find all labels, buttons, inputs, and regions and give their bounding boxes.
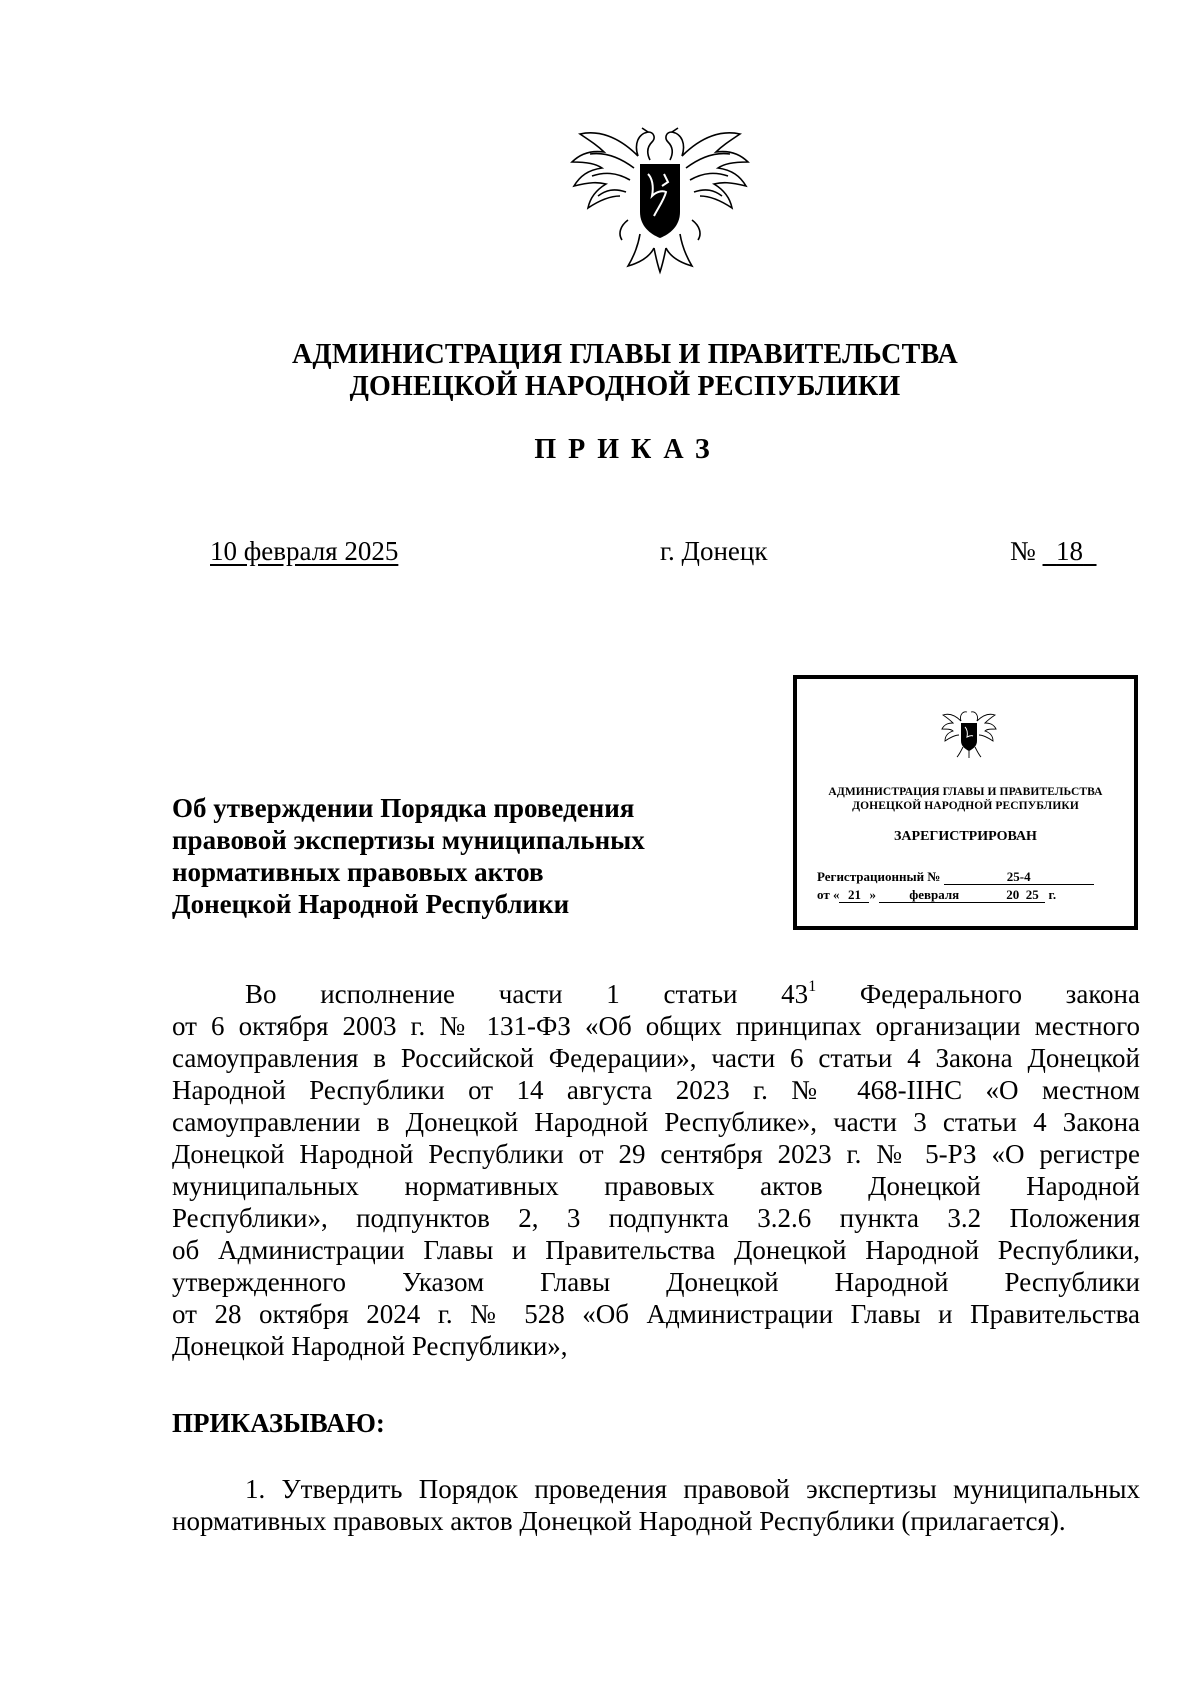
preamble-line: утвержденного Указом Главы Донецкой Народной Республики — [172, 1267, 1140, 1297]
number-value: 18 — [1056, 536, 1084, 566]
preamble-paragraph — [172, 978, 1140, 1362]
stamp-org-line-1: АДМИНИСТРАЦИЯ ГЛАВЫ И ПРАВИТЕЛЬСТВА — [828, 786, 1103, 798]
organization-name-line-2: ДОНЕЦКОЙ НАРОДНОЙ РЕСПУБЛИКИ — [349, 371, 901, 402]
preamble-line: об Администрации Главы и Правительства Донецкой Народной Республики, — [172, 1235, 1140, 1265]
stamp-month: февраля — [879, 888, 989, 903]
registration-stamp — [793, 675, 1138, 930]
superscript: 1 — [808, 978, 817, 995]
stamp-year: 25 — [1019, 888, 1045, 903]
document-date: 10 февраля 2025 — [210, 536, 399, 566]
subject-line: правовой экспертизы муниципальных — [172, 825, 645, 855]
document-city: г. Донецк — [660, 536, 768, 566]
preamble-line: Республики», подпунктов 2, 3 подпункта 3.2.6 пункта 3.2 Положения — [172, 1203, 1140, 1233]
preamble-line: Донецкой Народной Республики», — [172, 1331, 568, 1361]
document-subject — [172, 792, 692, 920]
stamp-org-line-2: ДОНЕЦКОЙ НАРОДНОЙ РЕСПУБЛИКИ — [852, 800, 1079, 812]
preamble-text-a: Во исполнение части 1 статьи 43 — [245, 979, 809, 1009]
preamble-line: Донецкой Народной Республики от 29 сентября 2023 г. № 5-РЗ «О регистре — [172, 1139, 1140, 1169]
stamp-year-prefix: 20 — [989, 888, 1019, 903]
stamp-reg-number: 25-4 — [944, 870, 1094, 885]
preamble-line: от 6 октября 2003 г. № 131-ФЗ «Об общих принципах организации местного — [172, 1011, 1140, 1041]
stamp-date-mid: » — [869, 887, 876, 902]
stamp-registration-date-line — [817, 887, 1056, 903]
stamp-year-suffix: г. — [1048, 887, 1057, 902]
preamble-line — [172, 978, 1140, 1010]
document-number — [1010, 535, 1097, 567]
number-label: № — [1010, 536, 1036, 566]
preamble-line: самоуправлении в Донецкой Народной Республике», части 3 статьи 4 Закона — [172, 1107, 1140, 1137]
preamble-line: от 28 октября 2024 г. № 528 «Об Администрации Главы и Правительства — [172, 1299, 1140, 1329]
preamble-text-b: Федерального закона — [816, 979, 1140, 1009]
number-value-underline — [1043, 536, 1097, 566]
preamble-line: самоуправления в Российской Федерации», части 6 статьи 4 Закона Донецкой — [172, 1043, 1140, 1073]
stamp-registration-number-line — [817, 869, 1094, 885]
item-line: 1. Утвердить Порядок проведения правовой экспертизы муниципальных — [245, 1474, 1140, 1504]
preamble-line: Народной Республики от 14 августа 2023 г. № 468-IIНС «О местном — [172, 1075, 1140, 1105]
stamp-day: 21 — [839, 888, 869, 903]
document-type: ПРИКАЗ — [534, 434, 722, 465]
subject-line: Об утверждении Порядка проведения — [172, 793, 635, 823]
subject-line: Донецкой Народной Республики — [172, 889, 570, 919]
order-word: ПРИКАЗЫВАЮ: — [172, 1408, 385, 1438]
stamp-date-prefix: от « — [817, 887, 840, 902]
coat-of-arms-emblem — [568, 116, 752, 276]
stamp-emblem-icon — [941, 707, 997, 759]
stamp-status: ЗАРЕГИСТРИРОВАН — [894, 829, 1037, 844]
order-item-1 — [172, 1473, 1140, 1537]
organization-name-line-1: АДМИНИСТРАЦИЯ ГЛАВЫ И ПРАВИТЕЛЬСТВА — [292, 339, 958, 370]
stamp-reg-label: Регистрационный № — [817, 869, 941, 884]
preamble-line: муниципальных нормативных правовых актов Донецкой Народной — [172, 1171, 1140, 1201]
item-line: нормативных правовых актов Донецкой Народной Республики (прилагается). — [172, 1506, 1066, 1536]
subject-line: нормативных правовых актов — [172, 857, 544, 887]
